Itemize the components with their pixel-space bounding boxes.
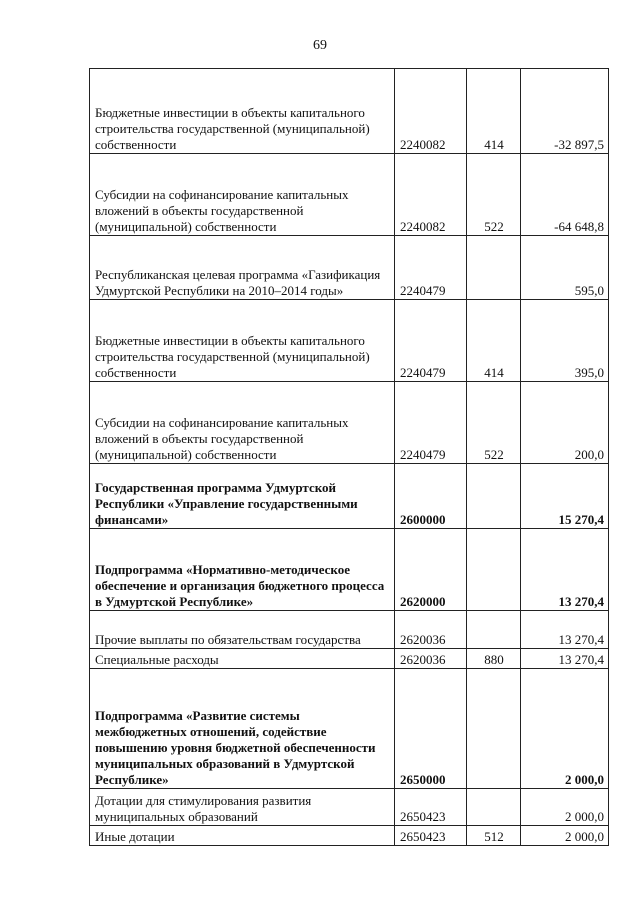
amount: -64 648,8 [521,154,609,236]
row-name: Прочие выплаты по обязательствам государства [90,611,395,649]
table-row [90,669,609,789]
amount: 200,0 [521,382,609,464]
amount: 2 000,0 [521,826,609,846]
row-name: Бюджетные инвестиции в объекты капитального строительства государственной (муниципальной) собственности [90,300,395,382]
target-code: 2240479 [395,300,467,382]
target-code: 2650000 [395,669,467,789]
amount: 2 000,0 [521,789,609,826]
amount: 395,0 [521,300,609,382]
target-code: 2650423 [395,789,467,826]
expense-type: 414 [467,300,521,382]
table-row [90,154,609,236]
amount: 13 270,4 [521,529,609,611]
row-name: Республиканская целевая программа «Газификация Удмуртской Республики на 2010–2014 годы» [90,236,395,300]
target-code: 2650423 [395,826,467,846]
amount: 595,0 [521,236,609,300]
target-code: 2240082 [395,154,467,236]
row-name: Бюджетные инвестиции в объекты капитального строительства государственной (муниципальной) собственности [90,69,395,154]
table-row [90,69,609,154]
row-name: Специальные расходы [90,649,395,669]
row-name: Дотации для стимулирования развития муниципальных образований [90,789,395,826]
table-row [90,236,609,300]
target-code: 2620036 [395,611,467,649]
expense-type: 512 [467,826,521,846]
table-row [90,789,609,826]
expense-type: 880 [467,649,521,669]
target-code: 2240479 [395,382,467,464]
row-name: Иные дотации [90,826,395,846]
expense-type [467,529,521,611]
table-row [90,529,609,611]
row-name: Субсидии на софинансирование капитальных вложений в объекты государственной (муниципальной) собственности [90,154,395,236]
expense-type [467,669,521,789]
amount: 13 270,4 [521,611,609,649]
row-name: Подпрограмма «Нормативно-методическое обеспечение и организация бюджетного процесса в Удмуртской Республике» [90,529,395,611]
expense-type [467,611,521,649]
table-row [90,649,609,669]
table-row [90,611,609,649]
amount: 13 270,4 [521,649,609,669]
amount: -32 897,5 [521,69,609,154]
table-row [90,464,609,529]
target-code: 2240479 [395,236,467,300]
expense-type [467,236,521,300]
row-name: Субсидии на софинансирование капитальных вложений в объекты государственной (муниципальной) собственности [90,382,395,464]
table-row [90,300,609,382]
target-code: 2620036 [395,649,467,669]
expense-type [467,789,521,826]
table-row [90,382,609,464]
expense-type: 522 [467,154,521,236]
target-code: 2620000 [395,529,467,611]
expense-type [467,464,521,529]
expense-type: 414 [467,69,521,154]
target-code: 2240082 [395,69,467,154]
amount: 15 270,4 [521,464,609,529]
target-code: 2600000 [395,464,467,529]
budget-table [89,68,609,846]
table-row [90,826,609,846]
page-number: 69 [313,38,327,53]
expense-type: 522 [467,382,521,464]
row-name: Подпрограмма «Развитие системы межбюджетных отношений, содействие повышению уровня бюджетной обеспеченности муниципальных образований в Удмуртской Республике» [90,669,395,789]
row-name: Государственная программа Удмуртской Республики «Управление государственными финансами» [90,464,395,529]
amount: 2 000,0 [521,669,609,789]
